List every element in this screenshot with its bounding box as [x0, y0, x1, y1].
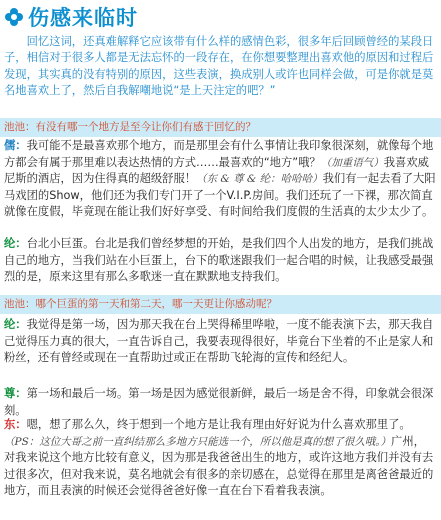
interview-question: 池池：哪个巨蛋的第一天和第二天，哪一天更让你感动呢？: [0, 295, 441, 314]
answer-text: 我们有一起去看了大阳马戏团的Show，他们还为我们专门开了一个V.I.P.房间。我们还玩了一下裸，那次简直就像在度假，毕竟现在能让我们好好享受、有时间给我们度假的生活真的太少太少了。: [4, 172, 436, 219]
answer-paragraph: [4, 386, 436, 419]
answer-text: 广州，对我来说这个地方比较有意义，因为那是我爸爸出生的地方，或许这地方我们并没有去过很多次，但对我来说，莫名地就会有很多的亲切感在，总觉得在那里是离爸爸最近的地方，而且表演的时候还会觉得爸爸好像一直在台下看着我表演。: [4, 434, 434, 498]
answer-text: 我喜欢威尼斯的酒店，因为住得真的超级舒服！: [4, 155, 429, 186]
answer-text: 我觉得是第一场，因为那天我在台上哭得稀里哗啦，一度不能表演下去，那天我自己觉得压力真的很大，一直告诉自己，我要表现得很好，毕竟台下坐着的不止是家人和粉丝，还有曾经或现在一直帮助过或正在帮助飞轮海的宣传和经纪人。: [4, 318, 434, 365]
answer-paragraph: [4, 317, 436, 367]
answer-paragraph: [4, 236, 436, 286]
answer-aside: （PS：这位大哥之前一直纠结那么多地方只能选一个，所以他是真的想了很久哦。）: [4, 435, 392, 448]
answer-paragraph: [4, 417, 436, 500]
article-header: [4, 2, 138, 32]
speaker-label: 纶：: [4, 318, 27, 331]
speaker-label: 纶：: [4, 237, 27, 250]
answer-aside: （加重语气）: [320, 156, 384, 169]
speaker-label: 东：: [4, 418, 27, 431]
speaker-label: 儒：: [4, 139, 27, 152]
answer-text: 我可能不是最喜欢那个地方，而是那里会有什么事情让我印象很深刻，就像每个地方都会有属于那里难以表达热情的方式……最喜欢的“地方”哦？: [4, 139, 434, 169]
intro-paragraph: 回忆这词，还真难解释它应该带有什么样的感情色彩，很多年后回顾曾经的某段日子，相信对于很多人都是无法忘怀的一段存在，在你想要整理出喜欢他的原因和过程后发现，其实真的没有特别的原因，这些表演，换成别人或许也同样会做，可是你就是莫名地喜欢上了，然后自我解嘲地说“是上天注定的吧？”: [4, 35, 434, 98]
answer-text: 嗯，想了那么久，终于想到一个地方是让我有理由好好说为什么喜欢那里了。: [26, 418, 411, 431]
answer-aside: （东 & 尊 & 纶：哈哈哈）: [196, 173, 323, 186]
answer-paragraph: [4, 138, 436, 221]
flower-icon: [4, 7, 24, 27]
article-title: 伤感来临时: [28, 6, 138, 30]
speaker-label: 尊：: [4, 387, 27, 400]
answer-text: 第一场和最后一场。第一场是因为感觉很新鲜，最后一场是舍不得，印象就会很深刻。: [4, 387, 434, 417]
answer-text: 台北小巨蛋。台北是我们曾经梦想的开始，是我们四个人出发的地方，是我们挑战自己的地方，当我们站在小巨蛋上，台下的歌迷跟我们一起合唱的时候，让我感受最强烈的是，原来这里有那么多歌迷一直在默默地支持我们。: [4, 237, 434, 284]
interview-question: 池池：有没有哪一个地方是至今让你们有感于回忆的？: [0, 118, 441, 137]
